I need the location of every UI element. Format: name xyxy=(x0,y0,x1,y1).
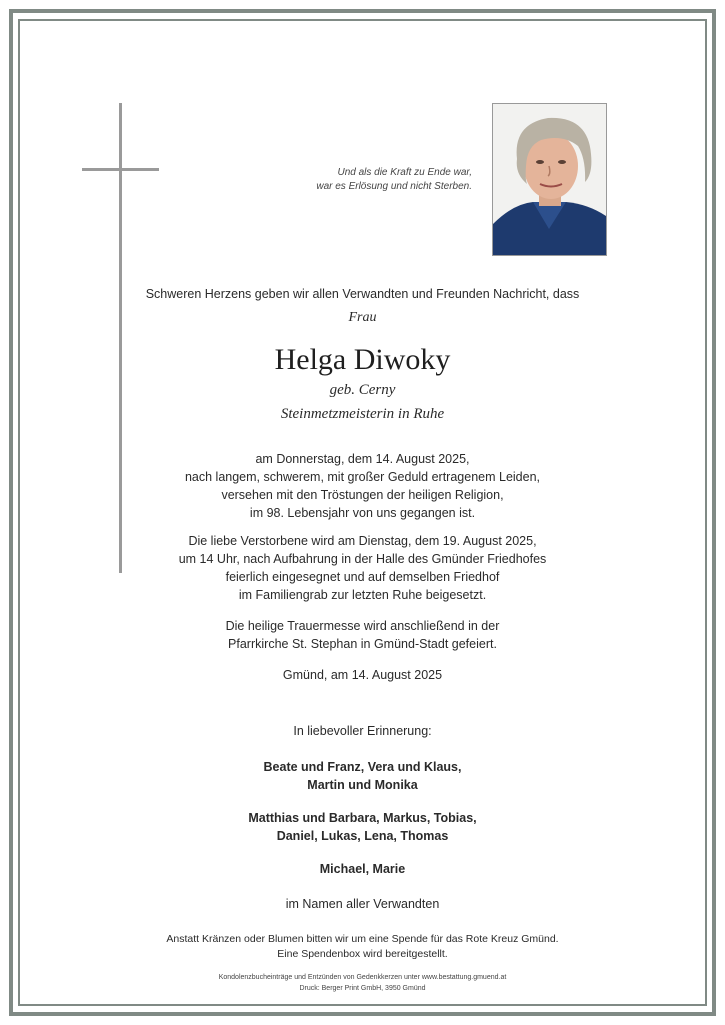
memorial-quote xyxy=(262,166,472,194)
portrait-photo xyxy=(492,103,607,256)
donation-note xyxy=(40,932,685,962)
footer xyxy=(40,972,685,994)
cross-horizontal-bar xyxy=(82,168,159,171)
paragraph-line: im 98. Lebensjahr von uns gegangen ist. xyxy=(249,506,476,520)
portrait-image xyxy=(493,104,606,255)
paragraph-line: am Donnerstag, dem 14. August 2025, xyxy=(255,452,470,466)
relatives-text: im Namen aller Verwandten xyxy=(285,897,440,911)
quote-line: Und als die Kraft zu Ende war, xyxy=(337,167,472,178)
family-line: Martin und Monika xyxy=(307,778,418,792)
paragraph-line: nach langem, schwerem, mit großer Geduld ertragenem Leiden, xyxy=(184,470,541,484)
family-line: Michael, Marie xyxy=(319,862,406,876)
place-date: Gmünd, am 14. August 2025 xyxy=(282,668,443,682)
family-line: Daniel, Lukas, Lena, Thomas xyxy=(276,829,449,843)
family-group xyxy=(40,860,685,878)
quote-line: war es Erlösung und nicht Sterben. xyxy=(316,181,472,192)
profession: Steinmetzmeisterin in Ruhe xyxy=(280,406,445,422)
family-group xyxy=(40,758,685,794)
paragraph-line: feierlich eingesegnet und auf demselben Friedhof xyxy=(225,570,500,584)
family-line: Matthias und Barbara, Markus, Tobias, xyxy=(248,811,477,825)
family-line: Beate und Franz, Vera und Klaus, xyxy=(263,760,462,774)
paragraph-line: Die heilige Trauermesse wird anschließend in der xyxy=(225,619,500,633)
paragraph-line: um 14 Uhr, nach Aufbahrung in der Halle des Gmünder Friedhofes xyxy=(178,552,547,566)
donation-line: Anstatt Kränzen oder Blumen bitten wir um eine Spende für das Rote Kreuz Gmünd. xyxy=(166,933,559,945)
mass-paragraph xyxy=(40,617,685,653)
maiden-name: geb. Cerny xyxy=(329,382,396,398)
condolence-link-text: Kondolenzbucheinträge und Entzünden von Gedenkkerzen unter www.bestattung.gmuend.at xyxy=(218,974,507,981)
funeral-paragraph xyxy=(40,532,685,604)
paragraph-line: Pfarrkirche St. Stephan in Gmünd-Stadt gefeiert. xyxy=(228,637,497,651)
deceased-name: Helga Diwoky xyxy=(274,343,451,376)
paragraph-line: versehen mit den Tröstungen der heiligen Religion, xyxy=(221,488,504,502)
salutation: Frau xyxy=(348,310,377,325)
printer-credit: Druck: Berger Print GmbH, 3950 Gmünd xyxy=(299,985,426,992)
family-group xyxy=(40,809,685,845)
intro-text: Schweren Herzens geben wir allen Verwandten und Freunden Nachricht, dass xyxy=(145,287,580,301)
donation-line: Eine Spendenbox wird bereitgestellt. xyxy=(277,948,448,960)
death-paragraph xyxy=(40,450,685,522)
paragraph-line: im Familiengrab zur letzten Ruhe beigesetzt. xyxy=(238,588,487,602)
paragraph-line: Die liebe Verstorbene wird am Dienstag, dem 19. August 2025, xyxy=(188,534,537,548)
memory-heading: In liebevoller Erinnerung: xyxy=(293,724,432,738)
